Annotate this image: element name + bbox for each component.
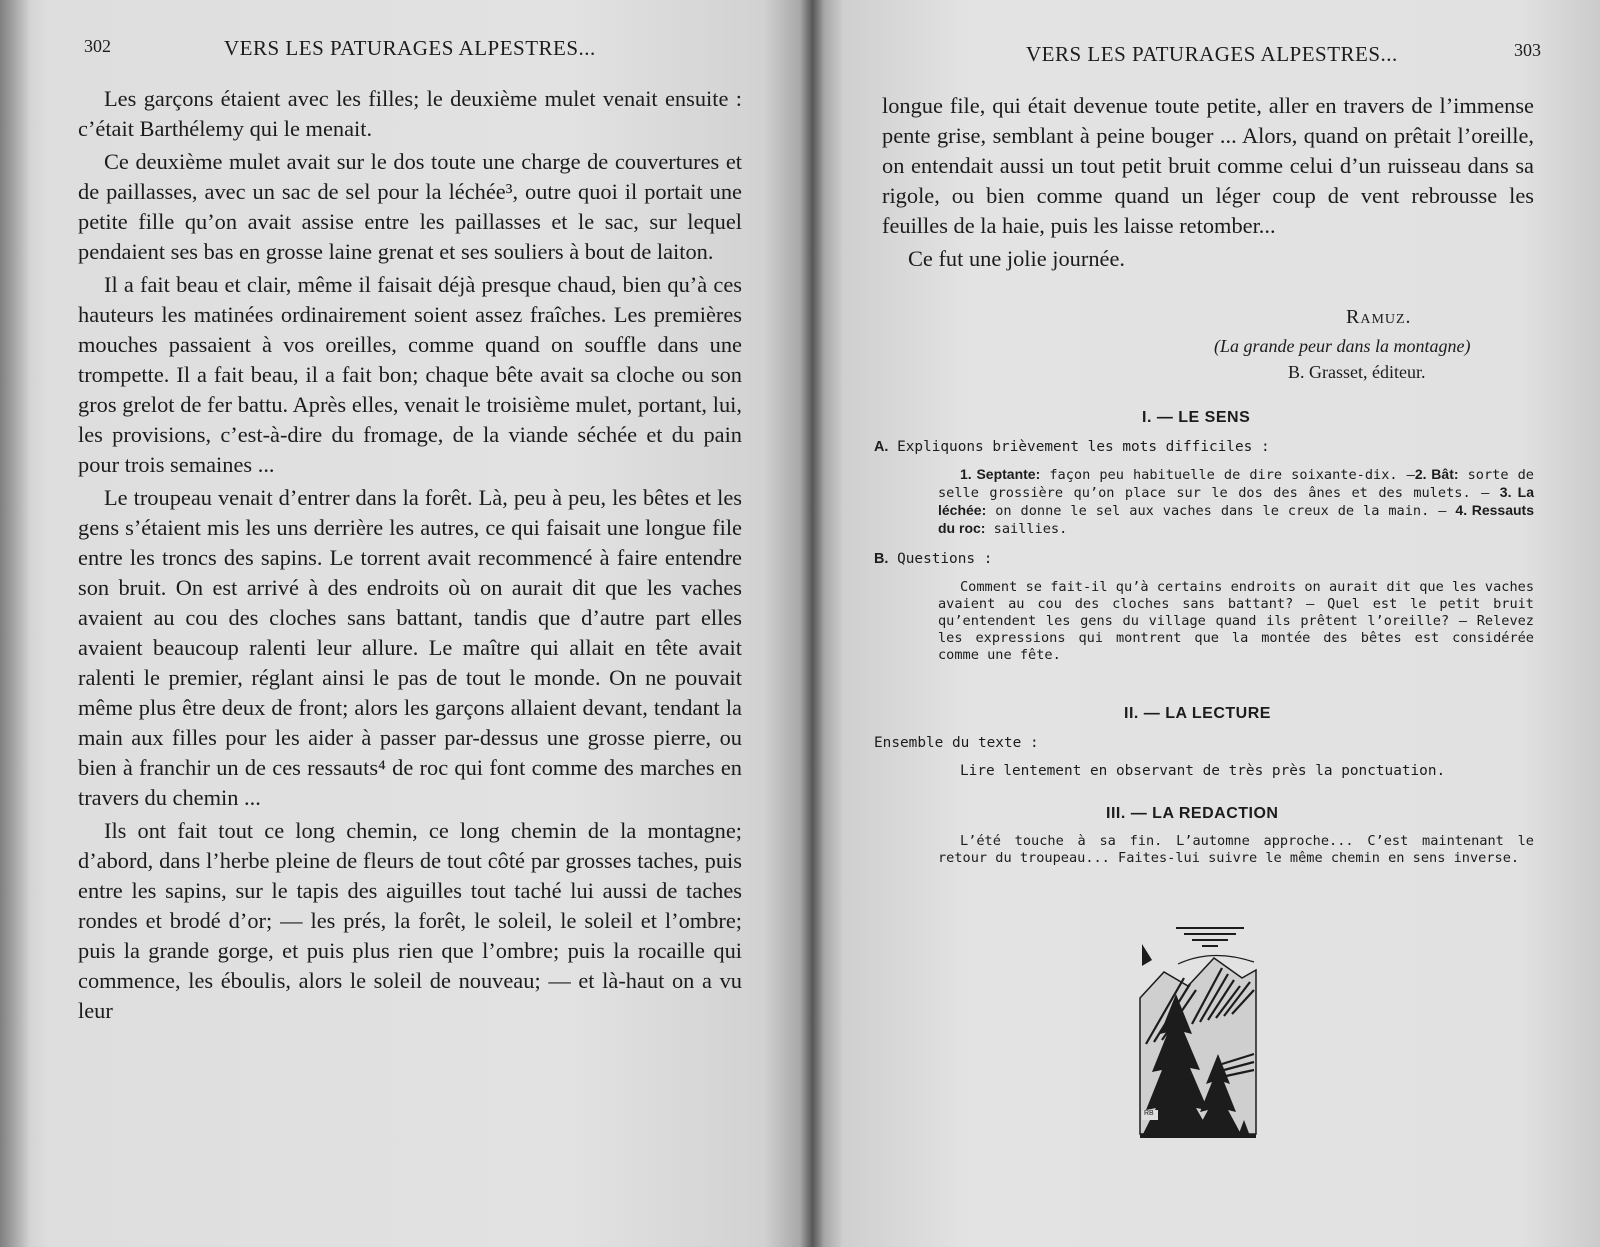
glossary-term: 2. Bât:: [1414, 466, 1459, 482]
glossary-definition: sorte de selle grossière qu’on place sur le dos des ânes et des mulets. —: [938, 467, 1534, 501]
section-2-intro: Ensemble du texte :: [874, 735, 1039, 751]
section-a-text: Expliquons brièvement les mots difficiles :: [897, 439, 1270, 455]
glossary-term: 4. Ressauts du roc:: [938, 502, 1534, 536]
paragraph: Les garçons étaient avec les filles; le deuxième mulet venait ensuite : c’était Barthélemy qui le menait.: [78, 86, 742, 141]
section-b-label: B.: [874, 551, 889, 567]
book-gutter: [800, 0, 824, 1247]
right-page: [812, 0, 1600, 1247]
glossary-definition: saillies.: [993, 521, 1068, 537]
section-a-label: A.: [874, 439, 889, 455]
glossary-definition: façon peu habituelle de dire soixante-dix. —: [1049, 467, 1415, 483]
paragraph-continuation: longue file, qui était devenue toute petite, aller en travers de l’immense pente grise, semblant à peine bouger ... Alors, quand on prêtait l’oreille, on entendait aussi un tout petit bruit comme celui d’un ruisseau dans sa rigole, ou bien comme quand un léger coup de vent rebrousse les feuilles de la haie, puis les laisse retomber...: [882, 93, 1534, 238]
section-b-line: [874, 551, 1534, 568]
section-2-text: Lire lentement en observant de très près la ponctuation.: [960, 763, 1446, 779]
glossary-definition: on donne le sel aux vaches dans le creux de la main. —: [995, 503, 1447, 519]
section-3-text: L’été touche à sa fin. L’automne approche... C’est maintenant le retour du troupeau... Faites-lui suivre le même chemin en sens inverse.: [938, 833, 1534, 866]
paragraph: Ce deuxième mulet avait sur le dos toute une charge de couvertures et de paillasses, avec un sac de sel pour la léchée³, outre quoi il portait une petite fille qu’on avait assise entre les paillasses et le sac, sur lequel pendaient ses bas en grosse laine grenat et ses souliers à bout de laiton.: [78, 149, 742, 264]
publisher: B. Grasset, éditeur.: [1288, 362, 1426, 382]
paragraph: Il a fait beau et clair, même il faisait déjà presque chaud, bien qu’à ces hauteurs les matinées ordinairement soient assez fraîches. Les premières mouches passaient à vos oreilles, comme quand on souffle dans une trompette. Il a fait beau, il a fait bon; chaque bête avait sa cloche ou son gros grelot de fer battu. Après elles, venait le troisième mulet, portant, lui, les provisions, c’est-à-dire du fromage, de la viande séchée et du pain pour trois semaines ...: [78, 272, 742, 477]
glossary-term: 3. La léchée:: [938, 484, 1534, 518]
page-edge-shadow: [0, 0, 30, 1247]
running-head: VERS LES PATURAGES ALPESTRES...: [1026, 42, 1398, 66]
fir-tree-illustration: [1132, 924, 1262, 1146]
paragraph: Le troupeau venait d’entrer dans la forêt. Là, peu à peu, les bêtes et les gens s’étaient mis les uns derrière les autres, ce qui faisait une longue file entre les troncs des sapins. Le torrent avait recommencé à faire entendre son bruit. On est arrivé à des endroits où on aurait dit que les vaches avaient au cou des cloches sans battant, tandis que d’autre part elles avaient beaucoup ralenti leur allure. Le maître qui allait en tête avait ralenti le premier, réglant ainsi le pas de tout le monde. On ne pouvait même plus être deux de front; alors les garçons allaient devant, tendant la main aux filles pour les aider à passer par-dessus une grosse pierre, ou bien à franchir un de ces ressauts⁴ de roc qui font comme des marches en travers du chemin ...: [78, 485, 742, 810]
section-title-le-sens: I. — LE SENS: [1142, 409, 1251, 426]
page-number: 302: [84, 36, 111, 56]
section-title-la-lecture: II. — LA LECTURE: [1124, 705, 1271, 722]
author-name: Ramuz.: [1346, 306, 1412, 328]
paragraph-closing: Ce fut une jolie journée.: [908, 246, 1125, 271]
section-a-line: [874, 439, 1534, 456]
section-title-la-redaction: III. — LA REDACTION: [1106, 805, 1279, 822]
left-body-text: [78, 84, 742, 1029]
right-body-text: [882, 91, 1534, 277]
paragraph: Ils ont fait tout ce long chemin, ce long chemin de la montagne; d’abord, dans l’herbe pleine de fleurs de tout côté par grosses taches, puis entre les sapins, sur le tapis des aiguilles tout taché lui aussi de taches rondes et brodé d’or; — les prés, la forêt, le soleil, le soleil et l’ombre; puis la grande gorge, et puis plus rien que l’ombre; puis la rocaille qui commence, les éboulis, alors le soleil de nouveau; — et là-haut on a vu leur: [78, 818, 742, 1023]
running-head: VERS LES PATURAGES ALPESTRES...: [224, 36, 596, 60]
glossary: [938, 466, 1534, 538]
questions-text: Comment se fait-il qu’à certains endroits on aurait dit que les vaches avaient au cou des cloches sans battant? — Quel est le petit bruit qu’entendent les gens du village quand ils prêtent l’oreille? — Relevez les expressions qui montrent que la montée des bêtes est considérée comme une fête.: [938, 579, 1534, 663]
page-number: 303: [1514, 40, 1541, 60]
glossary-term: 1. Septante:: [960, 466, 1041, 482]
section-b-text: Questions :: [897, 551, 993, 567]
illustration-monogram: RB: [1144, 1110, 1154, 1117]
source-title: (La grande peur dans la montagne): [1214, 336, 1471, 356]
